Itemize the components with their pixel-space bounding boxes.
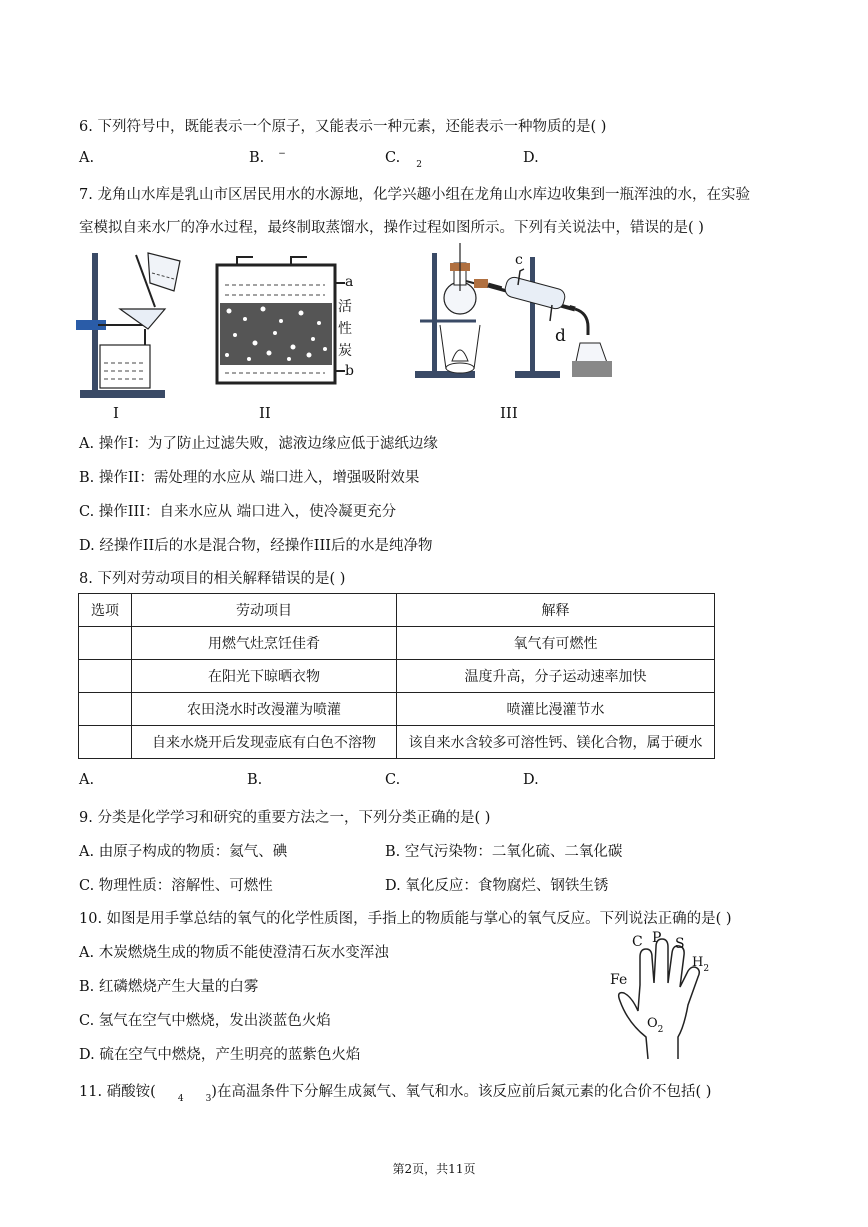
q7-stem-line2: 室模拟自来水厂的净水过程，最终制取蒸馏水，操作过程如图所示。下列有关说法中，错误的是( ) xyxy=(79,220,704,236)
filtration-apparatus-figure xyxy=(70,245,190,405)
table-cell: 氧气有可燃性 xyxy=(397,627,715,660)
q8-option-d: D. xyxy=(523,772,539,788)
q9-stem: 9. 分类是化学学习和研究的重要方法之一，下列分类正确的是( ) xyxy=(79,810,491,826)
q10-option-b: B. 红磷燃烧产生大量的白雾 xyxy=(79,979,259,995)
q6-option-a: A. xyxy=(79,150,95,166)
q7-option-a: A. 操作I：为了防止过滤失败，滤液边缘应低于滤纸边缘 xyxy=(79,436,438,452)
q9-option-d: D. 氧化反应：食物腐烂、钢铁生锈 xyxy=(385,878,609,894)
figure-label-2: II xyxy=(259,404,271,422)
q9-option-b: B. 空气污染物：二氧化硫、二氧化碳 xyxy=(385,844,623,860)
charcoal-label-1: 活 xyxy=(338,299,352,315)
q11-stem: 11. 硝酸铵( $_4$ $_3$)在高温条件下分解生成氮气、氧气和水。该反应前后氮元素的化合价不包括( ) xyxy=(79,1084,712,1104)
table-cell xyxy=(79,693,132,726)
table-cell: 在阳光下晾晒衣物 xyxy=(132,660,397,693)
port-a-label: a xyxy=(345,274,354,290)
q7-option-b: B. 操作II：需处理的水应从 端口进入，增强吸附效果 xyxy=(79,470,420,486)
table-cell xyxy=(79,660,132,693)
q8-option-c: C. xyxy=(385,772,401,788)
hand-label-c: C xyxy=(632,934,643,950)
q10-option-a: A. 木炭燃烧生成的物质不能使澄清石灰水变浑浊 xyxy=(79,945,389,961)
hand-label-s: S xyxy=(675,936,685,952)
table-row xyxy=(79,726,715,759)
q9-option-a: A. 由原子构成的物质：氦气、碘 xyxy=(79,844,288,860)
q9-option-c: C. 物理性质：溶解性、可燃性 xyxy=(79,878,273,894)
table-cell: 该自来水含较多可溶性钙、镁化合物，属于硬水 xyxy=(397,726,715,759)
q10-option-c: C. 氢气在空气中燃烧，发出淡蓝色火焰 xyxy=(79,1013,331,1029)
port-b-label: b xyxy=(345,363,354,379)
table-row xyxy=(79,627,715,660)
table-header-cell: 劳动项目 xyxy=(132,594,397,627)
table-cell: 用燃气灶烹饪佳肴 xyxy=(132,627,397,660)
figure-label-1: I xyxy=(113,404,119,422)
charcoal-label-3: 炭 xyxy=(338,343,352,359)
table-row xyxy=(79,693,715,726)
hand-label-fe: Fe xyxy=(610,972,628,988)
hand-label-p: P xyxy=(652,930,662,946)
port-c-label: c xyxy=(515,252,523,268)
q8-stem: 8. 下列对劳动项目的相关解释错误的是( ) xyxy=(79,571,346,587)
table-cell: 农田浇水时改漫灌为喷灌 xyxy=(132,693,397,726)
table-row xyxy=(79,660,715,693)
table-cell: 自来水烧开后发现壶底有白色不溶物 xyxy=(132,726,397,759)
charcoal-label-2: 性 xyxy=(338,321,352,337)
table-header-cell: 选项 xyxy=(79,594,132,627)
q7-option-d: D. 经操作II后的水是混合物，经操作III后的水是纯净物 xyxy=(79,538,433,554)
q7-option-c: C. 操作III：自来水应从 端口进入，使冷凝更充分 xyxy=(79,504,397,520)
table-header-row xyxy=(79,594,715,627)
table-header-cell: 解释 xyxy=(397,594,715,627)
q6-option-c: C. $_2$ xyxy=(385,150,422,170)
q8-table xyxy=(78,593,715,759)
q6-option-d: D. xyxy=(523,150,539,166)
distillation-apparatus-figure xyxy=(410,243,615,383)
table-cell xyxy=(79,627,132,660)
hand-label-h2: $H_2$ xyxy=(692,955,710,974)
table-cell: 喷灌比漫灌节水 xyxy=(397,693,715,726)
q10-stem: 10. 如图是用手掌总结的氧气的化学性质图，手指上的物质能与掌心的氧气反应。下列说法正确的是( ) xyxy=(79,911,732,927)
q10-option-d: D. 硫在空气中燃烧，产生明亮的蓝紫色火焰 xyxy=(79,1047,361,1063)
hand-label-o2: $O_2$ xyxy=(647,1016,664,1035)
figure-label-3: III xyxy=(500,404,518,422)
table-cell xyxy=(79,726,132,759)
q6-stem: 6. 下列符号中，既能表示一个原子，又能表示一种元素，还能表示一种物质的是( ) xyxy=(79,119,607,135)
page-footer: 第2页，共11页 xyxy=(392,1162,476,1176)
q8-option-a: A. xyxy=(79,772,95,788)
q8-option-b: B. xyxy=(247,772,263,788)
table-cell: 温度升高，分子运动速率加快 xyxy=(397,660,715,693)
port-d-label: d xyxy=(555,326,566,346)
q6-option-b: B. − xyxy=(249,149,286,166)
q7-stem-line1: 7. 龙角山水库是乳山市区居民用水的水源地，化学兴趣小组在龙角山水库边收集到一瓶浑浊的水，在实验 xyxy=(79,187,750,203)
